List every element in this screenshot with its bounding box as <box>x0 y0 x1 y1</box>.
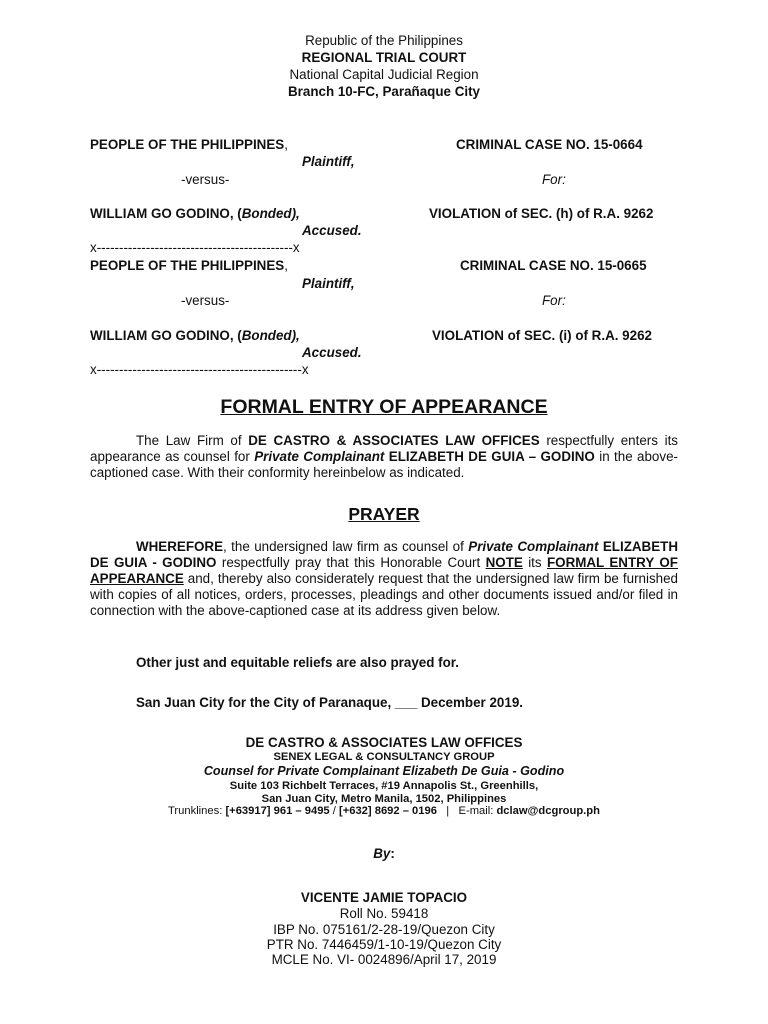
document-title: FORMAL ENTRY OF APPEARANCE <box>220 396 548 418</box>
case2-separator: x----------------------------------------------x <box>90 362 309 377</box>
case1-plaintiff: PEOPLE OF THE PHILIPPINES, <box>90 137 288 152</box>
case2-versus: -versus- <box>181 293 230 308</box>
case1-accused-role: Accused. <box>302 223 362 238</box>
reliefs-line: Other just and equitable reliefs are also prayed for. <box>136 655 459 670</box>
signatory-roll: Roll No. 59418 <box>339 906 429 921</box>
prayer-title: PRAYER <box>348 504 420 524</box>
signatory-ibp: IBP No. 075161/2-28-19/Quezon City <box>273 922 495 937</box>
header-republic: Republic of the Philippines <box>305 33 463 48</box>
case1-for: For: <box>542 172 566 187</box>
case2-violation: VIOLATION of SEC. (i) of R.A. 9262 <box>432 328 652 343</box>
firm-contacts: Trunklines: [+63917] 961 – 9495 / [+632] 8692 – 0196 | E-mail: dclaw@dcgroup.ph <box>168 805 600 817</box>
case1-accused: WILLIAM GO GODINO, (Bonded), <box>90 206 300 221</box>
case1-number: CRIMINAL CASE NO. 15-0664 <box>456 137 643 152</box>
case2-accused-role: Accused. <box>302 345 362 360</box>
signatory-ptr: PTR No. 7446459/1-10-19/Quezon City <box>266 937 502 952</box>
case2-plaintiff-role: Plaintiff, <box>302 276 355 291</box>
prayer-paragraph: WHEREFORE, the undersigned law firm as counsel of Private Complainant ELIZABETH DE GUIA - GODINO respectfully pray that this Honorable Court NOTE its FORMAL ENTRY OF APPEARANCE and, thereby also considerately request that the undersigned law firm be furnished with copies of all notices, orders, processes, pleadings and other documents issued and/or filed in connection with the above-captioned case at its address given below. <box>90 539 678 618</box>
signatory-mcle: MCLE No. VI- 0024896/April 17, 2019 <box>271 952 497 967</box>
case1-violation: VIOLATION of SEC. (h) of R.A. 9262 <box>429 206 654 221</box>
firm-group: SENEX LEGAL & CONSULTANCY GROUP <box>273 751 495 763</box>
firm-name: DE CASTRO & ASSOCIATES LAW OFFICES <box>245 735 523 750</box>
firm-address-2: San Juan City, Metro Manila, 1502, Philippines <box>261 793 507 805</box>
firm-address-1: Suite 103 Richbelt Terraces, #19 Annapolis St., Greenhills, <box>229 780 539 792</box>
intro-paragraph: The Law Firm of DE CASTRO & ASSOCIATES LAW OFFICES respectfully enters its appearance as counsel for Private Complainant ELIZABETH DE GUIA – GODINO in the above-captioned case. With their conformity hereinbelow as indicated. <box>90 433 678 480</box>
header-court: REGIONAL TRIAL COURT <box>301 50 467 65</box>
case1-plaintiff-role: Plaintiff, <box>302 154 355 169</box>
case2-number: CRIMINAL CASE NO. 15-0665 <box>460 258 647 273</box>
by-label: By: <box>373 846 395 861</box>
header-branch: Branch 10-FC, Parañaque City <box>288 84 480 99</box>
case1-separator: x--------------------------------------------x <box>90 240 300 255</box>
date-line: San Juan City for the City of Paranaque, ___ December 2019. <box>136 695 523 710</box>
case1-versus: -versus- <box>181 172 230 187</box>
header-region: National Capital Judicial Region <box>289 67 479 82</box>
case2-accused: WILLIAM GO GODINO, (Bonded), <box>90 328 300 343</box>
firm-counsel: Counsel for Private Complainant Elizabeth De Guia - Godino <box>203 764 565 778</box>
case2-plaintiff: PEOPLE OF THE PHILIPPINES, <box>90 258 288 273</box>
case2-for: For: <box>542 293 566 308</box>
signatory-name: VICENTE JAMIE TOPACIO <box>300 890 468 905</box>
